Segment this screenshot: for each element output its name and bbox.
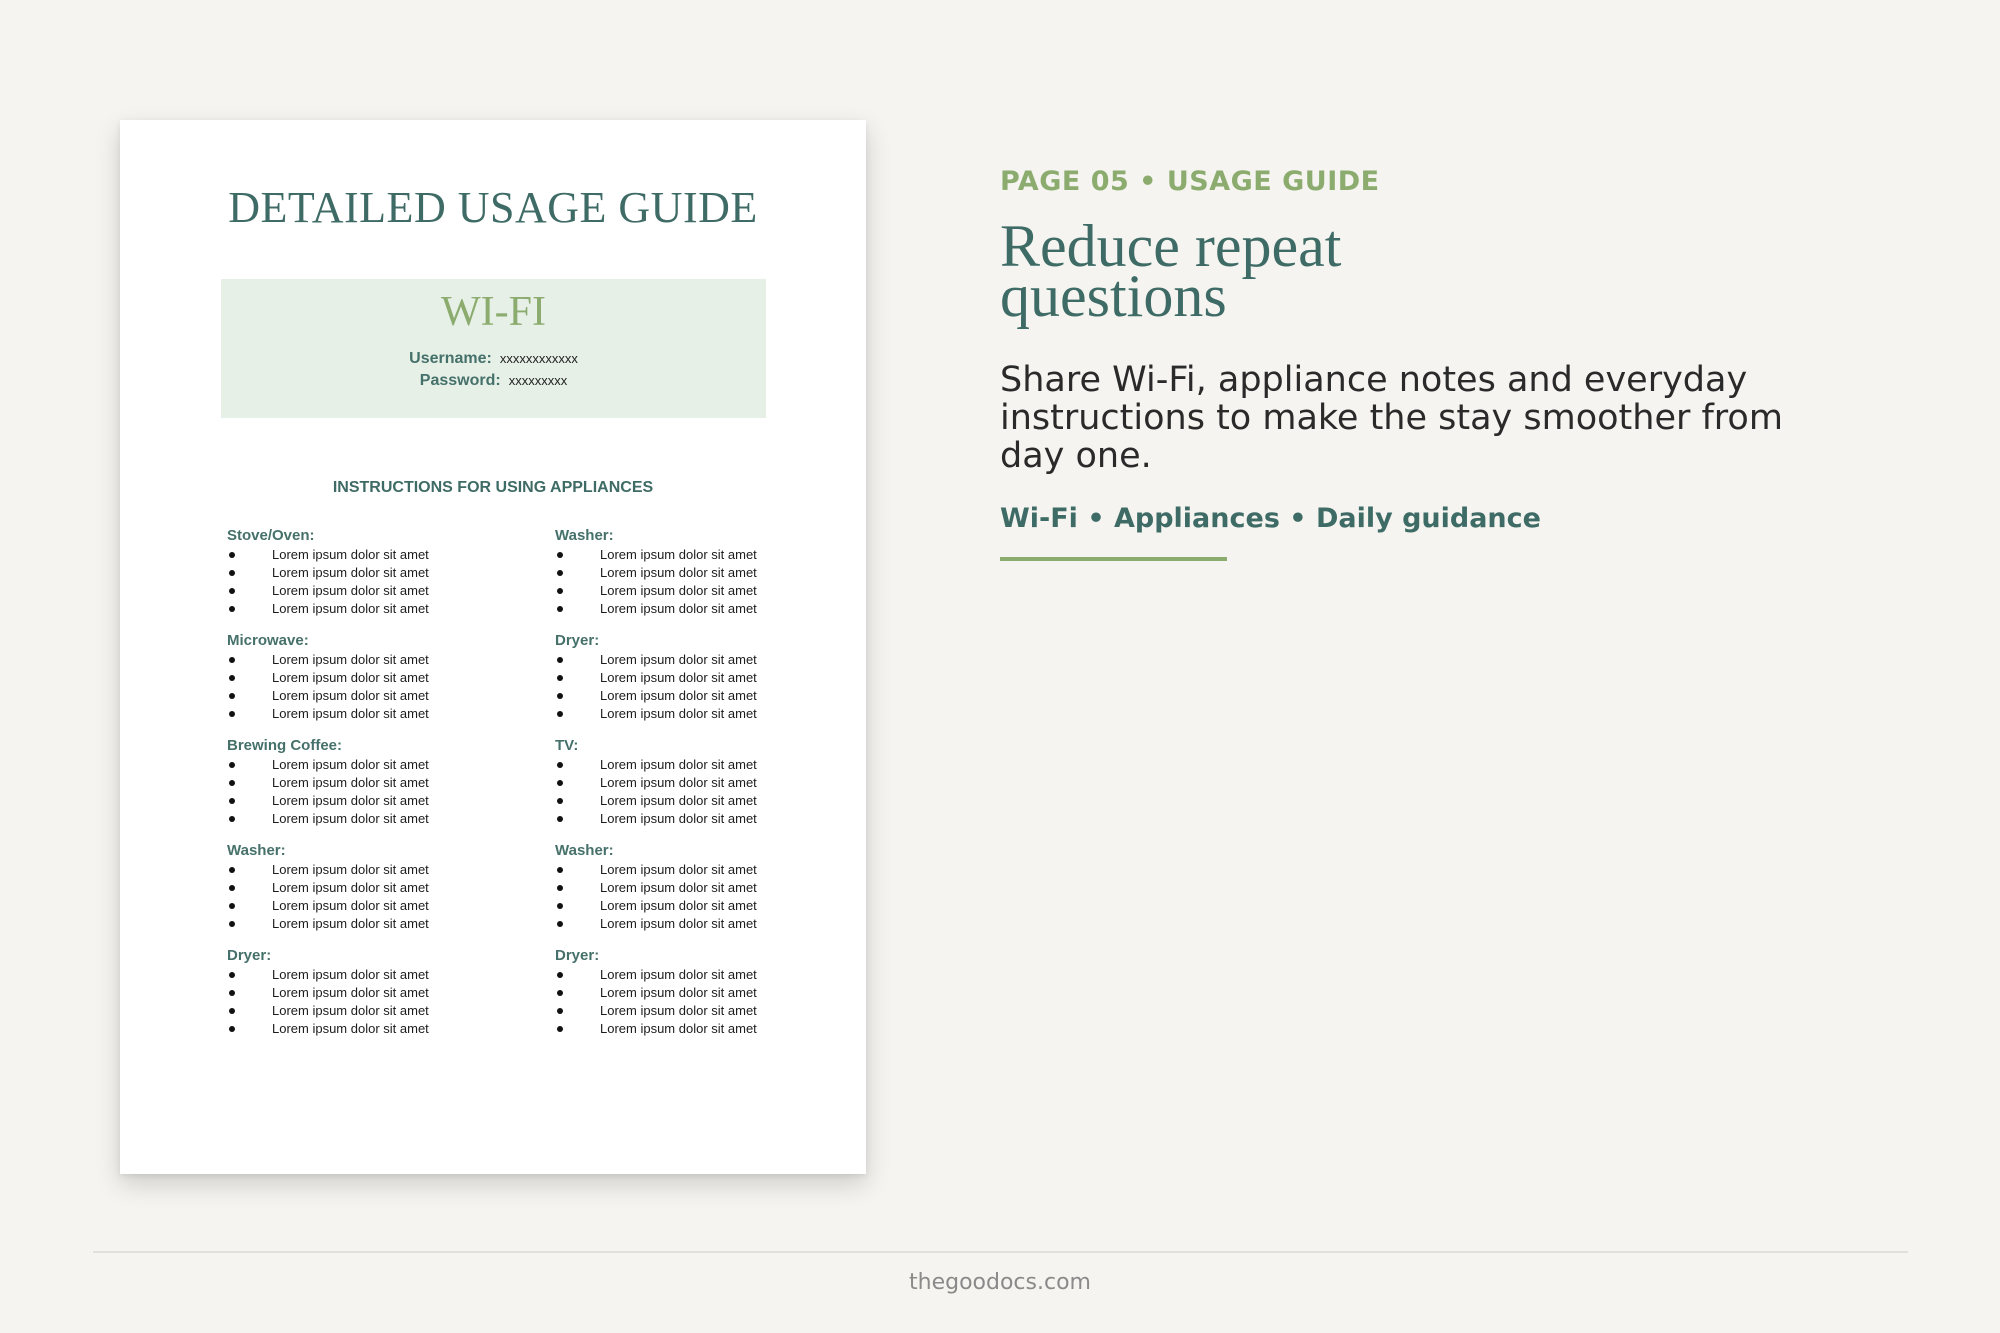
instructions-left-column — [227, 526, 527, 1051]
list-item — [227, 966, 527, 984]
bullet-icon — [229, 780, 235, 786]
list-item — [555, 774, 855, 792]
list-item-text: Lorem ipsum dolor sit amet — [600, 862, 757, 877]
bullet-icon — [229, 762, 235, 768]
panel-description: Share Wi-Fi, appliance notes and everyday instructions to make the stay smoother from day one. — [1000, 360, 1783, 476]
bullet-icon — [229, 657, 235, 663]
bullet-icon — [229, 798, 235, 804]
bullet-icon — [557, 588, 563, 594]
list-item-text: Lorem ipsum dolor sit amet — [600, 967, 757, 982]
list-item — [227, 879, 527, 897]
list-item — [227, 582, 527, 600]
bullet-icon — [229, 816, 235, 822]
list-item — [555, 897, 855, 915]
appliance-section — [555, 736, 855, 841]
appliance-heading: Dryer: — [555, 632, 600, 649]
list-item — [555, 687, 855, 705]
bullet-icon — [557, 816, 563, 822]
list-item-text: Lorem ipsum dolor sit amet — [600, 670, 757, 685]
list-item — [227, 792, 527, 810]
bullet-icon — [229, 990, 235, 996]
bullet-icon — [229, 588, 235, 594]
bullet-icon — [557, 990, 563, 996]
bullet-icon — [557, 693, 563, 699]
list-item — [227, 600, 527, 618]
list-item-text: Lorem ipsum dolor sit amet — [272, 862, 429, 877]
list-item — [555, 879, 855, 897]
list-item — [227, 984, 527, 1002]
bullet-icon — [557, 903, 563, 909]
appliance-section — [227, 841, 527, 946]
appliance-heading: Washer: — [555, 527, 614, 544]
password-label: Password: — [419, 372, 501, 389]
list-item — [555, 756, 855, 774]
page-kicker: PAGE 05 • USAGE GUIDE — [1000, 166, 1380, 197]
list-item — [555, 792, 855, 810]
list-item-text: Lorem ipsum dolor sit amet — [272, 775, 429, 790]
appliance-heading: TV: — [555, 737, 579, 754]
list-item-text: Lorem ipsum dolor sit amet — [272, 757, 429, 772]
list-item — [555, 669, 855, 687]
list-item-text: Lorem ipsum dolor sit amet — [272, 670, 429, 685]
list-item-text: Lorem ipsum dolor sit amet — [600, 652, 757, 667]
list-item — [227, 915, 527, 933]
list-item — [555, 984, 855, 1002]
appliance-heading: Washer: — [227, 842, 286, 859]
appliance-heading: Washer: — [555, 842, 614, 859]
list-item-text: Lorem ipsum dolor sit amet — [272, 916, 429, 931]
list-item-text: Lorem ipsum dolor sit amet — [272, 1021, 429, 1036]
list-item — [227, 687, 527, 705]
list-item — [555, 546, 855, 564]
bullet-icon — [229, 570, 235, 576]
list-item-text: Lorem ipsum dolor sit amet — [272, 880, 429, 895]
list-item-text: Lorem ipsum dolor sit amet — [272, 652, 429, 667]
list-item — [227, 897, 527, 915]
list-item-text: Lorem ipsum dolor sit amet — [600, 793, 757, 808]
bullet-icon — [229, 921, 235, 927]
appliance-section — [227, 631, 527, 736]
list-item-text: Lorem ipsum dolor sit amet — [272, 985, 429, 1000]
bullet-icon — [557, 675, 563, 681]
list-item-text: Lorem ipsum dolor sit amet — [272, 547, 429, 562]
list-item-text: Lorem ipsum dolor sit amet — [272, 565, 429, 580]
list-item-text: Lorem ipsum dolor sit amet — [600, 775, 757, 790]
list-item-text: Lorem ipsum dolor sit amet — [600, 688, 757, 703]
panel-headline: Reduce repeat questions — [1000, 213, 1342, 329]
document-preview — [120, 120, 866, 1174]
bullet-icon — [557, 921, 563, 927]
list-item — [227, 1020, 527, 1038]
appliance-section — [227, 526, 527, 631]
bullet-icon — [229, 1026, 235, 1032]
appliance-heading: Microwave: — [227, 632, 309, 649]
bullet-icon — [229, 552, 235, 558]
list-item-text: Lorem ipsum dolor sit amet — [600, 547, 757, 562]
list-item — [227, 756, 527, 774]
username-label: Username: — [409, 350, 492, 367]
instructions-right-column — [555, 526, 855, 1051]
list-item-text: Lorem ipsum dolor sit amet — [600, 565, 757, 580]
list-item-text: Lorem ipsum dolor sit amet — [600, 706, 757, 721]
bullet-icon — [557, 1026, 563, 1032]
bullet-icon — [229, 1008, 235, 1014]
list-item — [227, 861, 527, 879]
footer-site: thegoodocs.com — [909, 1270, 1091, 1295]
list-item-text: Lorem ipsum dolor sit amet — [600, 880, 757, 895]
bullet-icon — [557, 972, 563, 978]
list-item — [555, 564, 855, 582]
bullet-icon — [557, 867, 563, 873]
appliance-section — [227, 946, 527, 1051]
list-item-text: Lorem ipsum dolor sit amet — [272, 793, 429, 808]
bullet-icon — [229, 675, 235, 681]
list-item-text: Lorem ipsum dolor sit amet — [600, 916, 757, 931]
appliance-section — [555, 946, 855, 1051]
list-item-text: Lorem ipsum dolor sit amet — [600, 898, 757, 913]
appliance-heading: Stove/Oven: — [227, 527, 315, 544]
list-item — [555, 705, 855, 723]
bullet-icon — [229, 972, 235, 978]
bullet-icon — [557, 657, 563, 663]
list-item-text: Lorem ipsum dolor sit amet — [600, 601, 757, 616]
appliance-section — [555, 631, 855, 736]
list-item-text: Lorem ipsum dolor sit amet — [272, 601, 429, 616]
list-item — [555, 1002, 855, 1020]
bullet-icon — [557, 1008, 563, 1014]
list-item-text: Lorem ipsum dolor sit amet — [272, 1003, 429, 1018]
appliance-heading: Brewing Coffee: — [227, 737, 343, 754]
bullet-icon — [557, 885, 563, 891]
password-value: xxxxxxxxx — [508, 373, 568, 388]
username-row — [221, 351, 766, 367]
list-item — [227, 669, 527, 687]
username-value: xxxxxxxxxxxx — [499, 351, 578, 366]
bullet-icon — [229, 693, 235, 699]
bullet-icon — [229, 885, 235, 891]
bullet-icon — [557, 552, 563, 558]
list-item-text: Lorem ipsum dolor sit amet — [272, 706, 429, 721]
wifi-title: WI-FI — [441, 289, 546, 335]
list-item — [555, 1020, 855, 1038]
list-item — [227, 774, 527, 792]
appliance-heading: Dryer: — [227, 947, 272, 964]
footer-divider — [93, 1251, 1908, 1253]
appliance-heading: Dryer: — [555, 947, 600, 964]
list-item-text: Lorem ipsum dolor sit amet — [272, 967, 429, 982]
bullet-icon — [229, 903, 235, 909]
list-item — [227, 810, 527, 828]
list-item-text: Lorem ipsum dolor sit amet — [600, 811, 757, 826]
list-item-text: Lorem ipsum dolor sit amet — [600, 757, 757, 772]
appliance-section — [555, 526, 855, 631]
panel-tags: Wi-Fi • Appliances • Daily guidance — [1000, 503, 1541, 534]
bullet-icon — [557, 762, 563, 768]
list-item — [555, 600, 855, 618]
bullet-icon — [557, 711, 563, 717]
list-item — [227, 564, 527, 582]
accent-divider — [1000, 557, 1227, 561]
list-item — [555, 810, 855, 828]
wifi-box — [221, 279, 766, 418]
bullet-icon — [557, 570, 563, 576]
list-item-text: Lorem ipsum dolor sit amet — [600, 1003, 757, 1018]
list-item-text: Lorem ipsum dolor sit amet — [600, 985, 757, 1000]
document-title: DETAILED USAGE GUIDE — [228, 183, 758, 232]
list-item — [555, 582, 855, 600]
bullet-icon — [229, 711, 235, 717]
bullet-icon — [229, 867, 235, 873]
list-item — [227, 1002, 527, 1020]
list-item — [555, 861, 855, 879]
list-item-text: Lorem ipsum dolor sit amet — [600, 1021, 757, 1036]
list-item — [227, 546, 527, 564]
instructions-title: INSTRUCTIONS FOR USING APPLIANCES — [332, 479, 654, 496]
bullet-icon — [557, 798, 563, 804]
bullet-icon — [229, 606, 235, 612]
bullet-icon — [557, 606, 563, 612]
list-item-text: Lorem ipsum dolor sit amet — [600, 583, 757, 598]
list-item — [555, 915, 855, 933]
list-item — [555, 966, 855, 984]
password-row — [221, 373, 766, 389]
list-item — [227, 651, 527, 669]
list-item-text: Lorem ipsum dolor sit amet — [272, 898, 429, 913]
list-item — [227, 705, 527, 723]
list-item-text: Lorem ipsum dolor sit amet — [272, 811, 429, 826]
appliance-section — [227, 736, 527, 841]
bullet-icon — [557, 780, 563, 786]
appliance-section — [555, 841, 855, 946]
list-item-text: Lorem ipsum dolor sit amet — [272, 583, 429, 598]
list-item-text: Lorem ipsum dolor sit amet — [272, 688, 429, 703]
list-item — [555, 651, 855, 669]
info-panel — [1000, 160, 1820, 561]
